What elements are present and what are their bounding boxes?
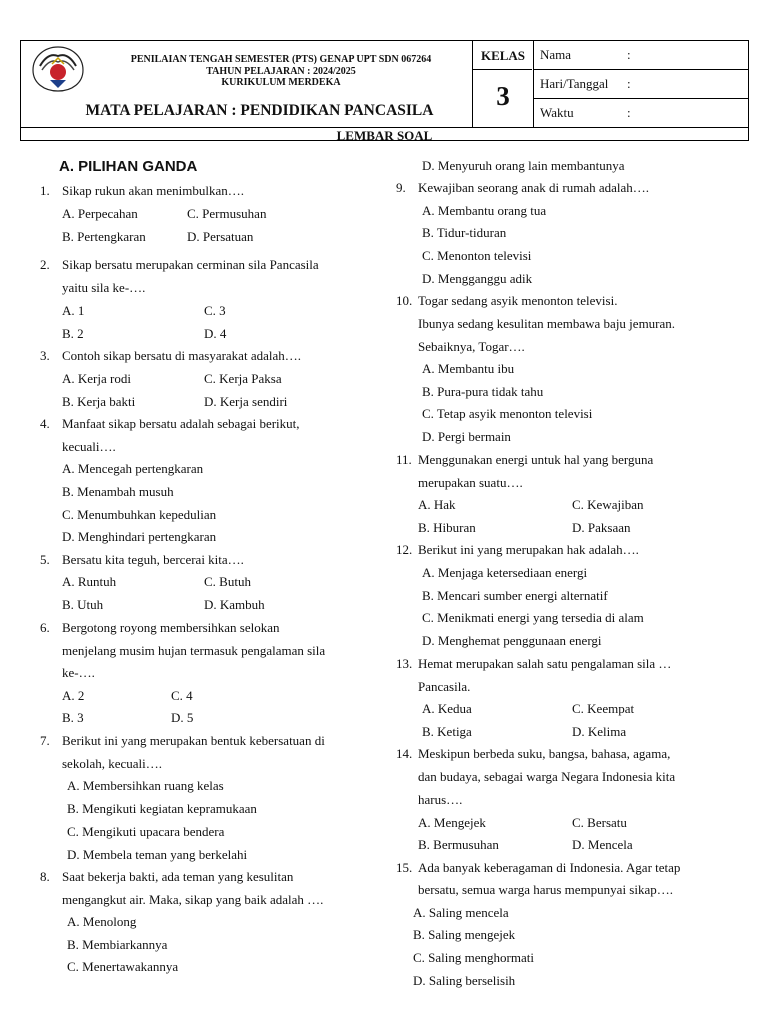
option: A. 1 (62, 303, 85, 318)
question-number: 5. (40, 552, 50, 567)
option: C. 4 (171, 688, 193, 703)
option: A. Perpecahan (62, 206, 138, 221)
question-text: Togar sedang asyik menonton televisi. (418, 293, 618, 308)
field-label-waktu: Waktu (540, 105, 574, 120)
option: C. Butuh (204, 574, 251, 589)
option: C. Bersatu (572, 815, 627, 830)
option: B. Mengikuti kegiatan kepramukaan (67, 801, 257, 816)
option: D. 4 (204, 326, 227, 341)
option: A. Membersihkan ruang kelas (67, 778, 224, 793)
question-text: Sebaiknya, Togar…. (418, 339, 525, 354)
option: C. Mengikuti upacara bendera (67, 824, 225, 839)
option: C. Keempat (572, 701, 635, 716)
question-number: 12. (396, 542, 413, 557)
question-number: 2. (40, 257, 50, 272)
question-number: 13. (396, 656, 413, 671)
option: B. Hiburan (418, 520, 476, 535)
option: A. Kerja rodi (62, 371, 131, 386)
question-text: menjelang musim hujan termasuk pengalaman sila (62, 643, 326, 658)
exam-header (20, 40, 749, 141)
question-text: merupakan suatu…. (418, 475, 523, 490)
field-colon-waktu: : (627, 105, 631, 120)
institution-block (89, 54, 473, 89)
kelas-label: KELAS (480, 48, 526, 63)
question-text: Hemat merupakan salah satu pengalaman sila … (418, 656, 672, 671)
question-text: Menggunakan energi untuk hal yang berguna (418, 452, 654, 467)
question-text: Kewajiban seorang anak di rumah adalah…. (418, 180, 650, 195)
option: B. Saling mengejek (413, 927, 516, 942)
option: A. Membantu ibu (422, 361, 515, 376)
option: A. Kedua (422, 701, 472, 716)
question-number: 11. (396, 452, 412, 467)
option: C. Menonton televisi (422, 248, 532, 263)
subject-title: MATA PELAJARAN : PENDIDIKAN PANCASILA (85, 102, 434, 119)
question-number: 10. (396, 293, 413, 308)
question-text: Sikap rukun akan menimbulkan…. (62, 183, 244, 198)
option: B. Mencari sumber energi alternatif (422, 588, 608, 603)
question-text: Saat bekerja bakti, ada teman yang kesulitan (62, 869, 294, 884)
question-text: harus…. (418, 792, 463, 807)
question-text: sekolah, kecuali…. (62, 756, 162, 771)
option: B. Kerja bakti (62, 394, 136, 409)
option: C. 3 (204, 303, 226, 318)
field-colon-nama: : (627, 47, 631, 62)
field-label-hari-tanggal: Hari/Tanggal (540, 76, 609, 91)
option: C. Menumbuhkan kepedulian (62, 507, 217, 522)
question-text: Bergotong royong membersihkan selokan (62, 620, 280, 635)
question-number: 8. (40, 869, 50, 884)
question-number: 4. (40, 416, 50, 431)
option: B. Membiarkannya (67, 937, 168, 952)
question-number: 3. (40, 348, 50, 363)
option: B. Tidur-tiduran (422, 225, 507, 240)
question-text: Manfaat sikap bersatu adalah sebagai berikut, (62, 416, 300, 431)
question-number: 7. (40, 733, 50, 748)
option: D. Persatuan (187, 229, 254, 244)
option: D. Menyuruh orang lain membantunya (422, 158, 625, 173)
option: D. Paksaan (572, 520, 631, 535)
option: D. Saling berselisih (413, 973, 516, 988)
question-text: bersatu, semua warga harus mempunyai sikap…. (418, 882, 673, 897)
question-number: 9. (396, 180, 406, 195)
kelas-value: 3 (496, 81, 510, 111)
option: C. Saling menghormati (413, 950, 534, 965)
option: D. Kerja sendiri (204, 394, 288, 409)
institution-line-3: KURIKULUM MERDEKA (221, 77, 341, 88)
option: A. Menjaga ketersediaan energi (422, 565, 588, 580)
option: A. Saling mencela (413, 905, 509, 920)
option: B. Ketiga (422, 724, 472, 739)
option: D. Mencela (572, 837, 633, 852)
institution-line-1: PENILAIAN TENGAH SEMESTER (PTS) GENAP UPT SDN 067264 (130, 54, 432, 65)
question-number: 14. (396, 746, 413, 761)
question-number: 1. (40, 183, 50, 198)
option: B. Pertengkaran (62, 229, 146, 244)
option: A. 2 (62, 688, 85, 703)
question-text: Berikut ini yang merupakan hak adalah…. (418, 542, 639, 557)
option: B. Pura-pura tidak tahu (422, 384, 544, 399)
question-text: kecuali…. (62, 439, 116, 454)
section-title: A. PILIHAN GANDA (59, 158, 198, 175)
question-text: Bersatu kita teguh, bercerai kita…. (62, 552, 244, 567)
question-text: Sikap bersatu merupakan cerminan sila Pancasila (62, 257, 319, 272)
option: A. Membantu orang tua (422, 203, 547, 218)
question-text: dan budaya, sebagai warga Negara Indonesia kita (418, 769, 676, 784)
option: C. Menikmati energi yang tersedia di alam (422, 610, 644, 625)
option: A. Runtuh (62, 574, 117, 589)
option: A. Mengejek (418, 815, 486, 830)
tut-wuri-handayani-logo-icon (28, 44, 88, 94)
option: B. Utuh (62, 597, 104, 612)
field-colon-hari-tanggal: : (627, 76, 631, 91)
question-text: yaitu sila ke-…. (62, 280, 146, 295)
sheet-label: LEMBAR SOAL (336, 128, 433, 143)
option: C. Menertawakannya (67, 959, 179, 974)
option: D. Kelima (572, 724, 627, 739)
question-number: 15. (396, 860, 413, 875)
option: B. 3 (62, 710, 84, 725)
option: A. Mencegah pertengkaran (62, 461, 204, 476)
option: C. Tetap asyik menonton televisi (422, 406, 593, 421)
option: D. Menghindari pertengkaran (62, 529, 217, 544)
option: D. Menghemat penggunaan energi (422, 633, 602, 648)
option: C. Permusuhan (187, 206, 267, 221)
question-number: 6. (40, 620, 50, 635)
question-text: mengangkut air. Maka, sikap yang baik adalah …. (62, 892, 324, 907)
option: D. 5 (171, 710, 194, 725)
question-text: Meskipun berbeda suku, bangsa, bahasa, agama, (418, 746, 671, 761)
question-text: Berikut ini yang merupakan bentuk kebersatuan di (62, 733, 325, 748)
option: B. Menambah musuh (62, 484, 174, 499)
question-text: Ada banyak keberagaman di Indonesia. Agar tetap (418, 860, 681, 875)
option: A. Hak (418, 497, 456, 512)
option: A. Menolong (67, 914, 137, 929)
option: D. Membela teman yang berkelahi (67, 847, 248, 862)
option: B. Bermusuhan (418, 837, 499, 852)
field-label-nama: Nama (540, 47, 572, 62)
question-text: Ibunya sedang kesulitan membawa baju jemuran. (418, 316, 676, 331)
option: D. Kambuh (204, 597, 265, 612)
question-text: ke-…. (62, 665, 95, 680)
option: D. Pergi bermain (422, 429, 511, 444)
question-text: Contoh sikap bersatu di masyarakat adalah…. (62, 348, 301, 363)
institution-line-2: TAHUN PELAJARAN : 2024/2025 (206, 65, 356, 77)
option: B. 2 (62, 326, 84, 341)
option: C. Kerja Paksa (204, 371, 282, 386)
question-text: Pancasila. (418, 679, 471, 694)
option: C. Kewajiban (572, 497, 644, 512)
option: D. Mengganggu adik (422, 271, 533, 286)
